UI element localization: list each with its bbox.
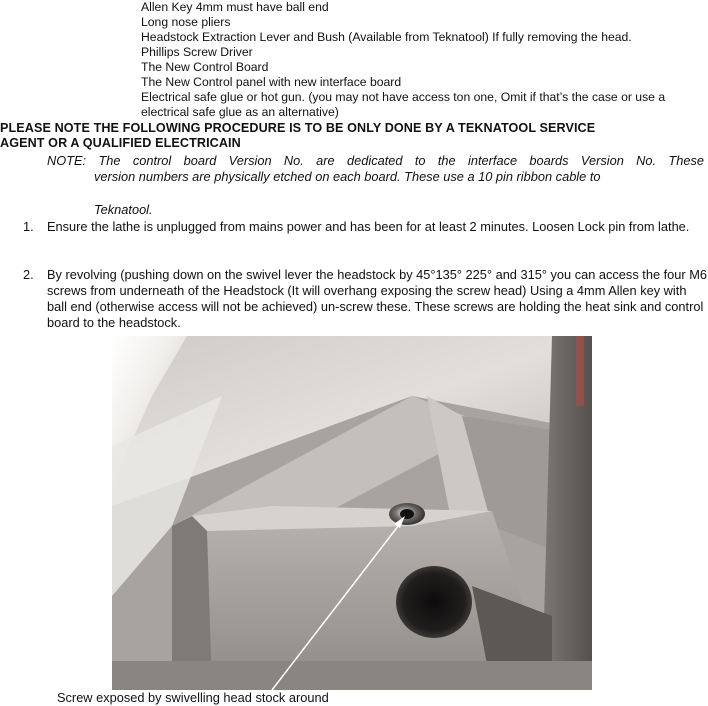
note-line-1: NOTE: The control board Version No. are dedicated to the interface boards Version No. These [47, 153, 704, 168]
step-text: By revolving (pushing down on the swivel lever the headstock by 45°135° 225° and 315° you can access the four M6 screws from underneath of the Headstock (It will overhang exposing the screw head) Using a 4mm Allen key with ball end (otherwise access will not be achieved) un-screw these. These screws are holding the heat sink and control board to the headstock. [47, 267, 707, 330]
step-1 [23, 219, 707, 235]
tool-item-control-panel: The New Control panel with new interface board [141, 75, 402, 89]
step-number: 2. [23, 267, 34, 282]
tools-list [141, 0, 686, 120]
photo-caption: Screw exposed by swivelling head stock around [57, 690, 329, 705]
note-line-3: Teknatool. [94, 202, 153, 217]
tool-item-control-board: The New Control Board [141, 60, 269, 74]
tool-item-extraction-lever: Headstock Extraction Lever and Bush (Available from Teknatool) If fully removing the head. [141, 30, 632, 44]
step-text: Ensure the lathe is unplugged from mains power and has been for at least 2 minutes. Loosen Lock pin from lathe. [47, 219, 690, 234]
tool-item-allen-key: Allen Key 4mm must have ball end [141, 0, 329, 14]
tool-item-screwdriver: Phillips Screw Driver [141, 45, 253, 59]
note-line-2: version numbers are physically etched on each board. These use a 10 pin ribbon cable to [94, 169, 601, 184]
warning-line-1: PLEASE NOTE THE FOLLOWING PROCEDURE IS TO BE ONLY DONE BY A TEKNATOOL SERVICE [0, 121, 596, 135]
warning-line-2: AGENT OR A QUALIFIED ELECTRICAIN [0, 136, 241, 150]
step-2 [23, 267, 707, 331]
tool-item-pliers: Long nose pliers [141, 15, 231, 29]
headstock-photo-illustration [112, 336, 592, 690]
tool-item-glue: Electrical safe glue or hot gun. (you may not have access ton one, Omit if that’s the case or use a electrical safe glue as an alternative) [141, 90, 666, 119]
step-number: 1. [23, 219, 34, 234]
service-warning [0, 121, 700, 151]
headstock-photo [112, 336, 592, 690]
